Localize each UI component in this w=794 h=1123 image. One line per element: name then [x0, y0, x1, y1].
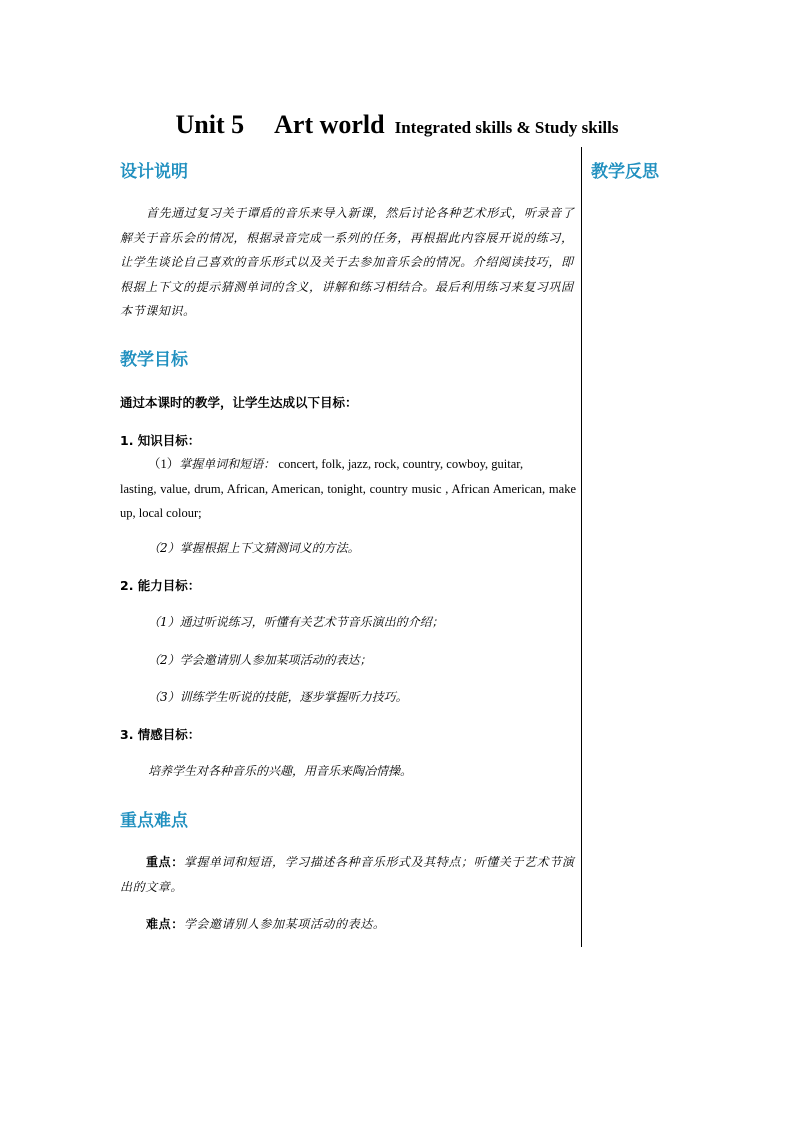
ability-goal-label: 2. 能力目标：: [120, 578, 201, 593]
goals-heading: 教学目标: [120, 350, 188, 370]
column-divider: [581, 147, 582, 947]
focus-text: 掌握单词和短语，学习描述各种音乐形式及其特点；听懂关于艺术节演出的文章。: [120, 855, 575, 894]
reflection-heading: 教学反思: [591, 162, 659, 182]
emotion-goal-label: 3. 情感目标：: [120, 727, 201, 742]
unit-name: Art world: [274, 110, 385, 139]
vocab-words-rest: lasting, value, drum, African, American, tonight, country music , African American, make up, local colour;: [120, 481, 576, 520]
design-text: 首先通过复习关于谭盾的音乐来导入新课，然后讨论各种艺术形式，听录音了解关于音乐会的情况，根据录音完成一系列的任务，再根据此内容展开说的练习，让学生谈论自己喜欢的音乐形式以及关于去参加音乐会的情况。介绍阅读技巧，即根据上下文的提示猜测单词的含义，讲解和练习相结合。最后利用练习来复习巩固本节课知识。: [120, 206, 575, 318]
knowledge-item-1: [120, 452, 576, 526]
focus-label: 重点：: [146, 855, 184, 869]
vocab-intro: 掌握单词和短语：: [179, 457, 276, 471]
ability-item-3: （3）训练学生听说的技能，逐步掌握听力技巧。: [148, 690, 408, 704]
unit-number: Unit 5: [175, 110, 245, 139]
ability-item-1: （1）通过听说练习，听懂有关艺术节音乐演出的介绍；: [148, 615, 444, 629]
keypoints-heading: 重点难点: [120, 811, 188, 831]
page-title: [0, 110, 794, 140]
focus-paragraph: [120, 850, 576, 899]
knowledge-item-2: （2）掌握根据上下文猜测词义的方法。: [148, 541, 360, 555]
ability-item-2: （2）学会邀请别人参加某项活动的表达；: [148, 653, 372, 667]
unit-subtitle: Integrated skills & Study skills: [394, 118, 619, 137]
emotion-text: 培养学生对各种音乐的兴趣，用音乐来陶冶情操。: [148, 764, 413, 778]
goals-intro: 通过本课时的教学，让学生达成以下目标：: [120, 395, 358, 410]
difficulty-paragraph: [120, 912, 576, 937]
difficulty-text: 学会邀请别人参加某项活动的表达。: [183, 917, 386, 931]
design-heading: 设计说明: [120, 162, 188, 182]
vocab-words-first: concert, folk, jazz, rock, country, cowboy, guitar,: [278, 457, 524, 471]
item-number: （1）: [148, 457, 180, 471]
knowledge-goal-label: 1. 知识目标：: [120, 433, 201, 448]
difficulty-label: 难点：: [146, 917, 184, 931]
